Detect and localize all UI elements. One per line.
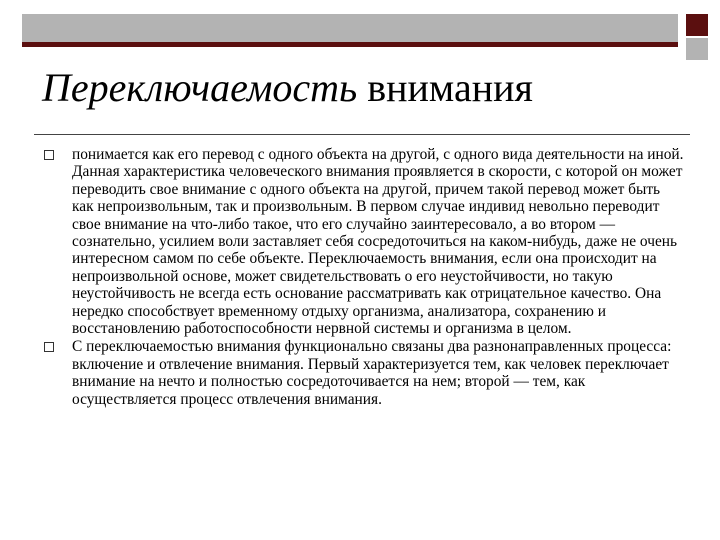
slide-title-regular: внимания (357, 65, 533, 110)
header-bar (22, 14, 678, 47)
square-bullet-icon (44, 342, 54, 352)
corner-square-light (686, 38, 708, 60)
bullet-text: понимается как его перевод с одного объекта на другой, с одного вида деятельности на иной. Данная характеристика человеческого внимания проявляется в скорости, с которой он может переводить свое внимание с одного объекта на другой, причем такой перевод может быть как непроизвольным, так и произвольным. В первом случае индивид невольно переводит свое внимание на что-либо такое, что его случайно заинтересовало, а во втором — сознательно, усилием воли заставляет себя сосредоточиться на каком-нибудь, даже не очень интересном самом по себе объекте. Переключаемость внимания, если она происходит на непроизвольной основе, может свидетельствовать о его неустойчивости, но такую неустойчивость не всегда есть основание рассматривать как отрицательное качество. Она нередко способствует временному отдыху организма, анализатора, сохранению и восстановлению работоспособности нервной системы и организма в целом. (72, 146, 684, 338)
slide-title (42, 64, 533, 112)
bullet-item (44, 338, 684, 408)
slide-title-italic: Переключаемость (42, 65, 358, 110)
bullet-text: С переключаемостью внимания функционально связаны два разнонаправленных процесса: включение и отвлечение внимания. Первый характеризуется тем, как человек переключает внимание на нечто и полностью сосредоточивается на нем; второй — тем, как осуществляется процесс отвлечения внимания. (72, 338, 672, 408)
corner-square-dark (686, 14, 708, 36)
title-divider (34, 134, 690, 135)
bullet-item (44, 146, 684, 337)
square-bullet-icon (44, 150, 54, 160)
slide-content (44, 146, 684, 409)
